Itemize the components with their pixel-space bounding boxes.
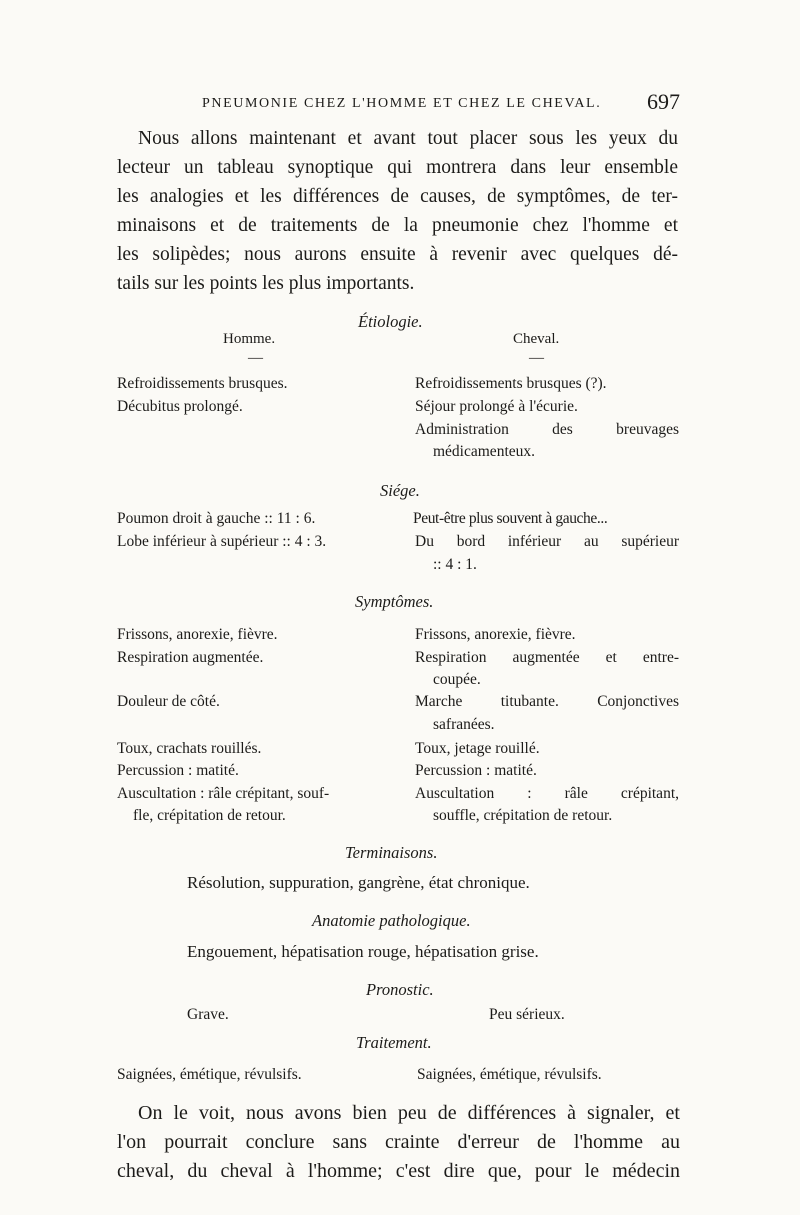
conclusion-line-2: l'on pourrait conclure sans crainte d'erreur de l'homme au xyxy=(117,1131,680,1153)
symptomes-left-6: Auscultation : râle crépitant, souf- xyxy=(117,785,330,802)
symptomes-right-1: Frissons, anorexie, fièvre. xyxy=(415,626,576,643)
symptomes-left-2: Respiration augmentée. xyxy=(117,649,264,666)
etiologie-left-1: Refroidissements brusques. xyxy=(117,375,288,392)
traitement-left: Saignées, émétique, révulsifs. xyxy=(117,1066,302,1083)
symptomes-left-7: fle, crépitation de retour. xyxy=(133,807,286,824)
etiologie-right-3: Administration des breuvages xyxy=(415,421,679,438)
symptomes-left-3: Douleur de côté. xyxy=(117,693,220,710)
siege-right-3: :: 4 : 1. xyxy=(433,556,477,573)
heading-pronostic: Pronostic. xyxy=(366,980,434,999)
siege-right-1: Peut-être plus souvent à gauche... xyxy=(413,510,608,527)
heading-traitement: Traitement. xyxy=(356,1033,432,1052)
symptomes-left-5: Percussion : matité. xyxy=(117,762,239,779)
dash-left: — xyxy=(248,350,263,366)
intro-line-4: minaisons et de traitements de la pneumonie chez l'homme et xyxy=(117,215,678,236)
siege-right-2: Du bord inférieur au supérieur xyxy=(415,533,679,550)
pronostic-right: Peu sérieux. xyxy=(489,1006,565,1023)
symptomes-right-3: coupée. xyxy=(433,671,481,688)
symptomes-left-1: Frissons, anorexie, fièvre. xyxy=(117,626,278,643)
heading-anatomie: Anatomie pathologique. xyxy=(312,911,471,930)
terminaisons-text: Résolution, suppuration, gangrène, état chronique. xyxy=(187,873,530,892)
intro-line-5: les solipèdes; nous aurons ensuite à revenir avec quelques dé- xyxy=(117,244,678,265)
symptomes-right-9: souffle, crépitation de retour. xyxy=(433,807,613,824)
dash-right: — xyxy=(529,350,544,366)
etiologie-right-1: Refroidissements brusques (?). xyxy=(415,375,607,392)
intro-line-2: lecteur un tableau synoptique qui montrera dans leur ensemble xyxy=(117,157,678,178)
siege-left-2: Lobe inférieur à supérieur :: 4 : 3. xyxy=(117,533,327,550)
heading-siege: Siége. xyxy=(380,481,420,500)
running-header: PNEUMONIE CHEZ L'HOMME ET CHEZ LE CHEVAL. xyxy=(202,96,602,111)
symptomes-right-2: Respiration augmentée et entre- xyxy=(415,649,679,666)
traitement-right: Saignées, émétique, révulsifs. xyxy=(417,1066,602,1083)
column-header-cheval: Cheval. xyxy=(513,331,560,347)
intro-line-6: tails sur les points les plus importants. xyxy=(117,273,415,294)
symptomes-right-6: Toux, jetage rouillé. xyxy=(415,740,540,757)
siege-left-1: Poumon droit à gauche :: 11 : 6. xyxy=(117,510,316,527)
heading-terminaisons: Terminaisons. xyxy=(345,843,438,862)
conclusion-line-3: cheval, du cheval à l'homme; c'est dire que, pour le médecin xyxy=(117,1160,680,1182)
heading-symptomes: Symptômes. xyxy=(355,592,434,611)
conclusion-line-1: On le voit, nous avons bien peu de différences à signaler, et xyxy=(138,1102,680,1124)
etiologie-right-4: médicamenteux. xyxy=(433,443,535,460)
heading-etiologie: Étiologie. xyxy=(358,312,423,331)
column-header-homme: Homme. xyxy=(223,331,276,347)
pronostic-left: Grave. xyxy=(187,1006,229,1023)
intro-line-1: Nous allons maintenant et avant tout placer sous les yeux du xyxy=(138,128,678,149)
symptomes-right-4: Marche titubante. Conjonctives xyxy=(415,693,679,710)
symptomes-right-7: Percussion : matité. xyxy=(415,762,537,779)
intro-line-3: les analogies et les différences de causes, de symptômes, de ter- xyxy=(117,186,678,207)
page-number: 697 xyxy=(647,89,680,114)
symptomes-right-5: safranées. xyxy=(433,716,495,733)
etiologie-left-2: Décubitus prolongé. xyxy=(117,398,243,415)
anatomie-text: Engouement, hépatisation rouge, hépatisation grise. xyxy=(187,942,539,961)
etiologie-right-2: Séjour prolongé à l'écurie. xyxy=(415,398,578,415)
symptomes-right-8: Auscultation : râle crépitant, xyxy=(415,785,679,802)
symptomes-left-4: Toux, crachats rouillés. xyxy=(117,740,262,757)
